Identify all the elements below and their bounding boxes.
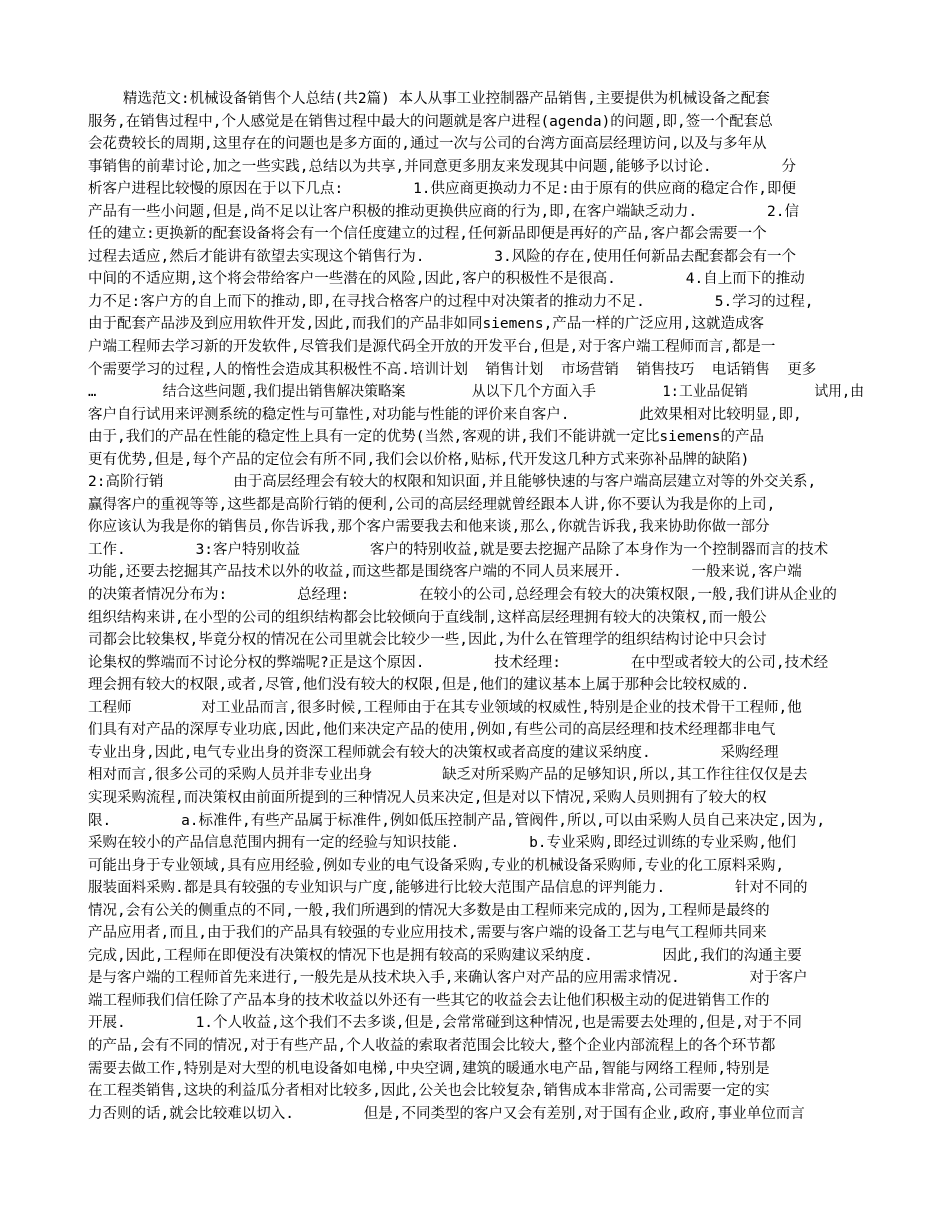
text-line: 工作. 3:客户特别收益 客户的特别收益,就是要去挖掘产品除了本身作为一个控制器而言的技术 [88, 541, 829, 558]
text-line: 功能,还要去挖掘其产品技术以外的收益,而这些都是围绕客户端的不同人员来展开. 一般来说,客户端 [88, 564, 802, 581]
text-line: 理会拥有较大的权限,或者,尽管,他们没有较大的权限,但是,他们的建议基本上属于那种会比较权威的. [88, 677, 750, 694]
text-line: 任的建立:更换新的配套设备将会有一个信任度建立的过程,任何新品即便是再好的产品,客户都会需要一个 [88, 226, 767, 243]
text-line: 力不足:客户方的自上而下的推动,即,在寻找合格客户的过程中对决策者的推动力不足. 5.学习的过程, [88, 293, 814, 310]
text-line: 的决策者情况分布为: 总经理: 在较小的公司,总经理会有较大的决策权限,一般,我们讲从企业的 [88, 587, 837, 604]
text-line: 相对而言,很多公司的采购人员并非专业出身 缺乏对所采购产品的足够知识,所以,其工作往往仅仅是去 [88, 767, 808, 784]
text-line: 的产品,会有不同的情况,对于有些产品,个人收益的索取者范围会比较大,整个企业内部流程上的各个环节都 [88, 1037, 776, 1054]
text-line: 限. a.标准件,有些产品属于标准件,例如低压控制产品,管阀件,所以,可以由采购人员自己来决定,因为, [88, 812, 826, 829]
text-line: 会花费较长的周期,这里存在的问题也是多方面的,通过一次与公司的台湾方面高层经理访问,以及与多年从 [88, 136, 767, 153]
text-line: 可能出身于专业领域,具有应用经验,例如专业的电气设备采购,专业的机械设备采购师,专业的化工原料采购, [88, 857, 785, 874]
text-line: 个需要学习的过程,人的惰性会造成其积极性不高.培训计划 销售计划 市场营销 销售技巧 电话销售 更多 [88, 361, 817, 378]
text-line: 完成,因此,工程师在即便没有决策权的情况下也是拥有较高的采购建议采纳度. 因此,我们的沟通主要 [88, 947, 802, 964]
text-line: 力否则的话,就会比较难以切入. 但是,不同类型的客户又会有差别,对于国有企业,政府,事业单位而言 [88, 1105, 805, 1122]
text-line: 采购在较小的产品信息范围内拥有一定的经验与知识技能. b.专业采购,即经过训练的专业采购,他们 [88, 835, 796, 852]
text-line: 中间的不适应期,这个将会带给客户一些潜在的风险,因此,客户的积极性不是很高. 4.自上而下的推动 [88, 271, 805, 288]
text-line: 专业出身,因此,电气专业出身的资深工程师就会有较大的决策权或者高度的建议采纳度. 采购经理 [88, 744, 779, 761]
text-line: 2:高阶行销 由于高层经理会有较大的权限和知识面,并且能够快速的与客户端高层建立对等的外交关系, [88, 474, 817, 491]
text-line: 过程去适应,然后才能讲有欲望去实现这个销售行为. 3.风险的存在,使用任何新品去配套都会有一个 [88, 248, 796, 265]
text-line: 们具有对产品的深厚专业功底,因此,他们来决定产品的使用,例如,有些公司的高层经理和技术经理都非电气 [88, 722, 776, 739]
text-line: 服装面料采购.都是具有较强的专业知识与广度,能够进行比较大范围产品信息的评判能力. 针对不同的 [88, 880, 808, 897]
text-line: 事销售的前辈讨论,加之一些实践,总结以为共享,并同意更多朋友来发现其中问题,能够予以讨论. 分 [88, 158, 796, 175]
text-line: 在工程类销售,这块的利益瓜分者相对比较多,因此,公关也会比较复杂,销售成本非常高,公司需要一定的实 [88, 1083, 770, 1100]
text-line: 是与客户端的工程师首先来进行,一般先是从技术块入手,来确认客户对产品的应用需求情况. 对于客户 [88, 970, 808, 987]
document-body [88, 88, 864, 1125]
text-line: 端工程师我们信任除了产品本身的技术收益以外还有一些其它的收益会去让他们积极主动的促进销售工作的 [88, 992, 770, 1009]
text-line: 论集权的弊端而不讨论分权的弊端呢?正是这个原因. 技术经理: 在中型或者较大的公司,技术经 [88, 654, 829, 671]
text-line: 更有优势,但是,每个产品的定位会有所不同,我们会以价格,贴标,代开发这几种方式来弥补品牌的缺陷) [88, 451, 750, 468]
text-line: 精选范文:机械设备销售个人总结(共2篇) 本人从事工业控制器产品销售,主要提供为机械设备之配套 [88, 91, 770, 107]
text-line: 组织结构来讲,在小型的公司的组织结构都会比较倾向于直线制,这样高层经理拥有较大的决策权,而一般公 [88, 609, 767, 626]
text-line: 由于配套产品涉及到应用软件开发,因此,而我们的产品非如同siemens,产品一样的广泛应用,这就造成客 [88, 316, 765, 333]
text-line: 实现采购流程,而决策权由前面所提到的三种情况人员来决定,但是对以下情况,采购人员则拥有了较大的权 [88, 789, 767, 806]
text-line: 需要去做工作,特别是对大型的机电设备如电梯,中央空调,建筑的暖通水电产品,智能与网络工程师,特别是 [88, 1060, 770, 1077]
text-line: 工程师 对工业品而言,很多时候,工程师由于在其专业领域的权威性,特别是企业的技术骨干工程师,他 [88, 699, 802, 716]
text-line: 由于,我们的产品在性能的稳定性上具有一定的优势(当然,客观的讲,我们不能讲就一定比siemens的产品 [88, 429, 765, 446]
text-line: 客户自行试用来评测系统的稳定性与可靠性,对功能与性能的评价来自客户. 此效果相对比较明显,即, [88, 406, 802, 423]
text-line: 你应该认为我是你的销售员,你告诉我,那个客户需要我去和他来谈,那么,你就告诉我,我来协助你做一部分 [88, 519, 770, 536]
text-line: 赢得客户的重视等等,这些都是高阶行销的便利,公司的高层经理就曾经跟本人讲,你不要认为我是你的上司, [88, 496, 776, 513]
text-line: 开展. 1.个人收益,这个我们不去多谈,但是,会常常碰到这种情况,也是需要去处理的,但是,对于不同 [88, 1015, 802, 1032]
text-line: … 结合这些问题,我们提出销售解决策略案 从以下几个方面入手 1:工业品促销 试用,由 [88, 384, 865, 401]
text-line: 析客户进程比较慢的原因在于以下几点: 1.供应商更换动力不足:由于原有的供应商的稳定合作,即便 [88, 181, 796, 198]
text-line: 户端工程师去学习新的开发软件,尽管我们是源代码全开放的开发平台,但是,对于客户端工程师而言,都是一 [88, 339, 776, 356]
text-line: 服务,在销售过程中,个人感觉是在销售过程中最大的问题就是客户进程(agenda)的问题,即,签一个配套总 [88, 113, 773, 130]
text-line: 产品有一些小问题,但是,尚不足以让客户积极的推动更换供应商的行为,即,在客户端缺乏动力. 2.信 [88, 203, 799, 220]
text-line: 司都会比较集权,毕竟分权的情况在公司里就会比较少一些,因此,为什么在管理学的组织结构讨论中只会讨 [88, 632, 767, 649]
text-line: 产品应用者,而且,由于我们的产品具有较强的专业应用技术,需要与客户端的设备工艺与电气工程师共同来 [88, 925, 767, 942]
text-line: 情况,会有公关的侧重点的不同,一般,我们所遇到的情况大多数是由工程师来完成的,因为,工程师是最终的 [88, 902, 770, 919]
